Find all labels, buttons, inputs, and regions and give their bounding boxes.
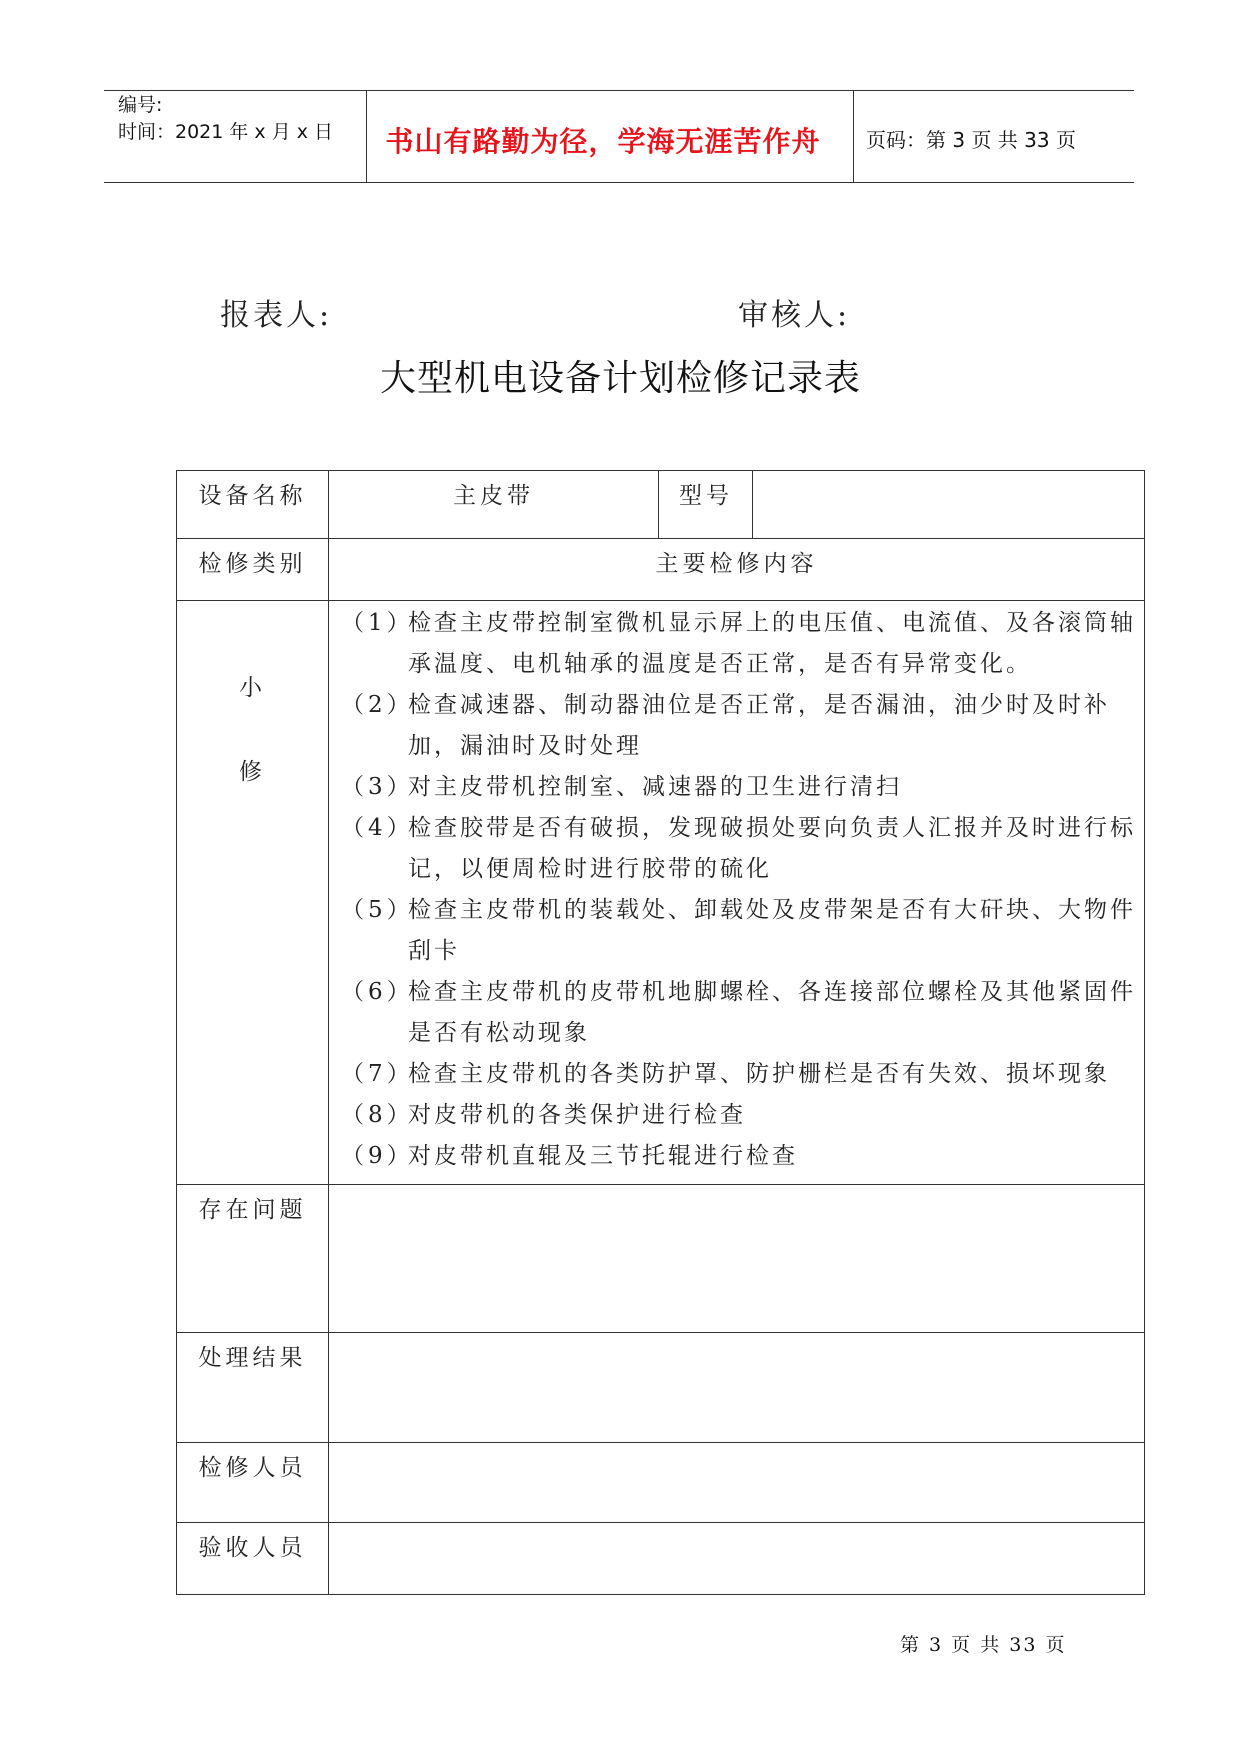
list-item (329, 1095, 1144, 1136)
item-text: 对皮带机直辊及三节托辊进行检查 (408, 1143, 798, 1169)
header-divider-left (366, 90, 367, 182)
item-text: 检查主皮带控制室微机显示屏上的电压值、电流值、及各滚筒轴承温度、电机轴承的温度是否正常，是否有异常变化。 (408, 610, 1136, 677)
table-row (177, 601, 1145, 1185)
item-text: 检查主皮带机的皮带机地脚螺栓、各连接部位螺栓及其他紧固件是否有松动现象 (408, 979, 1136, 1046)
repairers-label: 检修人员 (177, 1443, 329, 1523)
item-number: （3） (341, 774, 414, 800)
reviewer-label: 审核人: (738, 298, 851, 333)
problems-value (329, 1185, 1145, 1333)
header-bottom-rule (104, 182, 1134, 183)
item-text: 检查主皮带机的各类防护罩、防护栅栏是否有失效、损坏现象 (408, 1061, 1110, 1087)
list-item (329, 1136, 1144, 1177)
document-number-label: 编号: (118, 94, 163, 116)
item-number: （2） (341, 692, 414, 718)
list-item (329, 767, 1144, 808)
item-text: 检查胶带是否有破损，发现破损处要向负责人汇报并及时进行标记，以便周检时进行胶带的硫化 (408, 815, 1136, 882)
acceptors-label: 验收人员 (177, 1523, 329, 1595)
minor-repair-cell (177, 601, 329, 1185)
item-text: 对主皮带机控制室、减速器的卫生进行清扫 (408, 774, 902, 800)
model-value (753, 471, 1145, 539)
item-text: 对皮带机的各类保护进行检查 (408, 1102, 746, 1128)
result-label: 处理结果 (177, 1333, 329, 1443)
maintenance-items-cell (329, 601, 1145, 1185)
table-row (177, 539, 1145, 601)
table-row (177, 1443, 1145, 1523)
list-item (329, 685, 1144, 767)
item-number: （6） (341, 979, 414, 1005)
header-divider-right (853, 90, 854, 182)
minor-label-char-2: 修 (239, 759, 266, 785)
equipment-name-value: 主皮带 (329, 471, 659, 539)
category-label: 检修类别 (177, 539, 329, 601)
item-text: 检查减速器、制动器油位是否正常，是否漏油，油少时及时补加，漏油时及时处理 (408, 692, 1110, 759)
item-number: （4） (341, 815, 414, 841)
list-item (329, 1054, 1144, 1095)
item-number: （7） (341, 1061, 414, 1087)
maintenance-record-table (176, 470, 1145, 1595)
item-text: 检查主皮带机的装载处、卸载处及皮带架是否有大矸块、大物件刮卡 (408, 897, 1136, 964)
item-number: （8） (341, 1102, 414, 1128)
result-value (329, 1333, 1145, 1443)
model-label: 型号 (659, 471, 753, 539)
item-number: （1） (341, 610, 414, 636)
table-row (177, 1523, 1145, 1595)
list-item (329, 808, 1144, 890)
table-row (177, 1185, 1145, 1333)
repairers-value (329, 1443, 1145, 1523)
list-item (329, 890, 1144, 972)
item-number: （5） (341, 897, 414, 923)
acceptors-value (329, 1523, 1145, 1595)
header-motto: 书山有路勤为径，学海无涯苦作舟 (385, 125, 821, 158)
list-item (329, 972, 1144, 1054)
table-row (177, 1333, 1145, 1443)
page-title: 大型机电设备计划检修记录表 (379, 358, 861, 399)
item-number: （9） (341, 1143, 414, 1169)
minor-label-char-1: 小 (239, 675, 266, 701)
list-item (329, 603, 1144, 685)
equipment-name-label: 设备名称 (177, 471, 329, 539)
content-header: 主要检修内容 (329, 539, 1145, 601)
header-top-rule (104, 90, 1134, 91)
document-time-label: 时间：2021 年 x 月 x 日 (118, 121, 334, 143)
reporter-label: 报表人: (220, 298, 333, 333)
page-footer: 第 3 页 共 33 页 (900, 1634, 1067, 1656)
problems-label: 存在问题 (177, 1185, 329, 1333)
table-row (177, 471, 1145, 539)
maintenance-items-list (329, 603, 1144, 1177)
header-page-code: 页码：第 3 页 共 33 页 (866, 128, 1076, 152)
